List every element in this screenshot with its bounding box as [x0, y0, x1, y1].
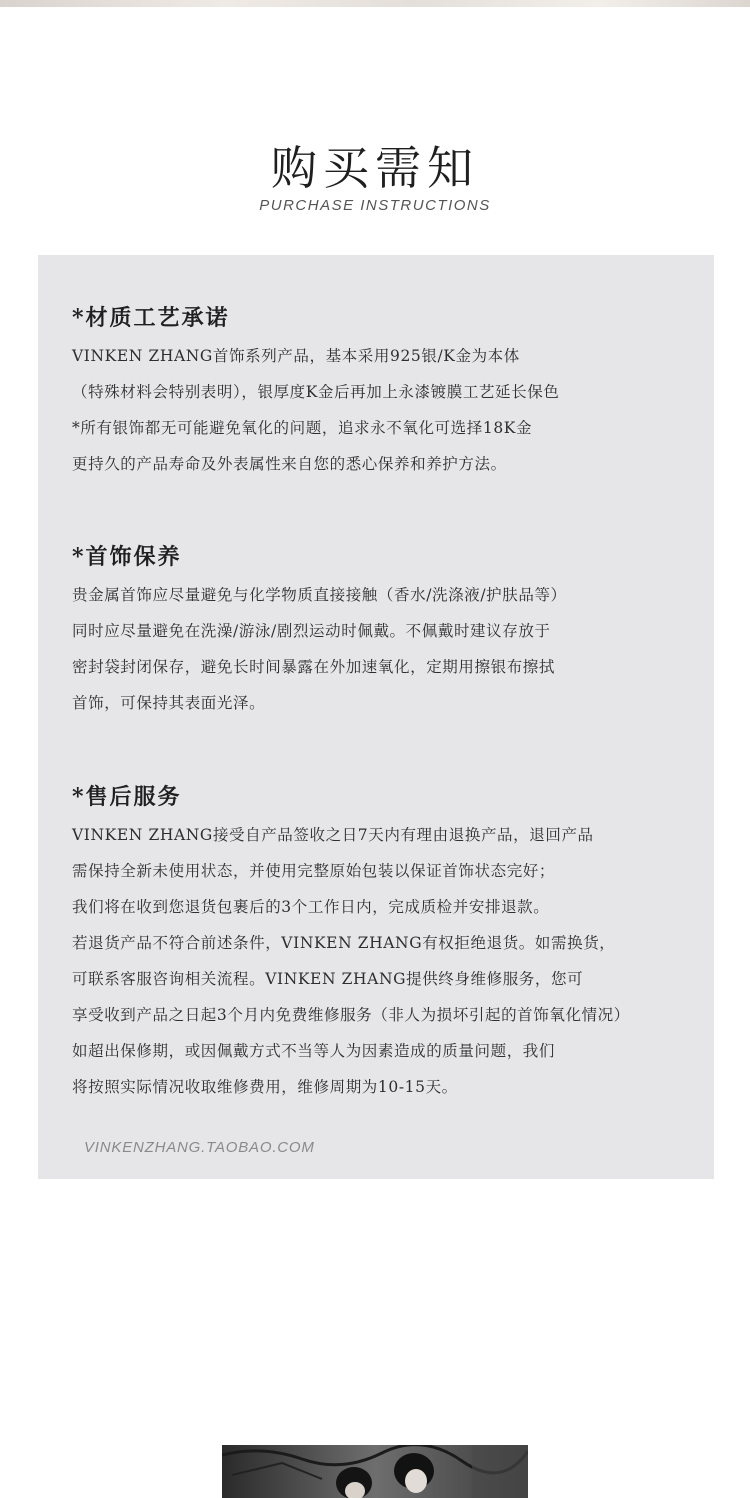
body-line: 可联系客服咨询相关流程。VINKEN ZHANG提供终身维修服务，您可: [72, 970, 584, 988]
body-line: 将按照实际情况收取维修费用，维修周期为10-15天。: [72, 1078, 458, 1096]
section-title: *首饰保养: [72, 544, 182, 570]
body-line: 同时应尽量避免在洗澡/游泳/剧烈运动时佩戴。不佩戴时建议存放于: [72, 622, 551, 640]
body-line: 如超出保修期，或因佩戴方式不当等人为因素造成的质量问题，我们: [72, 1042, 556, 1060]
section-body: [72, 817, 712, 1105]
section-after-sales: [72, 777, 712, 1105]
section-jewelry-care: [72, 537, 712, 721]
body-line: 我们将在收到您退货包裹后的3个工作日内，完成质检并安排退款。: [72, 898, 550, 916]
section-title: *材质工艺承诺: [72, 305, 230, 331]
section-material-promise: [72, 298, 712, 482]
body-line: 贵金属首饰应尽量避免与化学物质直接接触（香水/洗涤液/护肤品等）: [72, 586, 567, 604]
body-line: VINKEN ZHANG接受自产品签收之日7天内有理由退换产品，退回产品: [72, 826, 594, 844]
body-line: *所有银饰都无可能避免氧化的问题，追求永不氧化可选择18K金: [72, 419, 533, 437]
body-line: 更持久的产品寿命及外表属性来自您的悉心保养和养护方法。: [72, 455, 507, 473]
body-line: 若退货产品不符合前述条件，VINKEN ZHANG有权拒绝退货。如需换货，: [72, 934, 616, 952]
body-line: 需保持全新未使用状态，并使用完整原始包装以保证首饰状态完好；: [72, 862, 556, 880]
instructions-panel: [38, 255, 714, 1179]
page-subtitle: PURCHASE INSTRUCTIONS: [259, 197, 491, 214]
section-title: *售后服务: [72, 784, 182, 810]
vintage-photo: [222, 1445, 528, 1498]
body-line: （特殊材料会特别表明），银厚度K金后再加上永漆镀膜工艺延长保色: [72, 383, 560, 401]
page-title: 购买需知: [271, 141, 479, 195]
section-body: [72, 577, 712, 721]
body-line: 享受收到产品之日起3个月内免费维修服务（非人为损坏引起的首饰氧化情况）: [72, 1006, 630, 1024]
body-line: 首饰，可保持其表面光泽。: [72, 694, 266, 712]
shop-url: VINKENZHANG.TAOBAO.COM: [84, 1139, 315, 1156]
body-line: VINKEN ZHANG首饰系列产品，基本采用925银/K金为本体: [72, 347, 520, 365]
body-line: 密封袋封闭保存，避免长时间暴露在外加速氧化，定期用擦银布擦拭: [72, 658, 556, 676]
top-photo-edge: [0, 0, 750, 7]
section-body: [72, 338, 712, 482]
